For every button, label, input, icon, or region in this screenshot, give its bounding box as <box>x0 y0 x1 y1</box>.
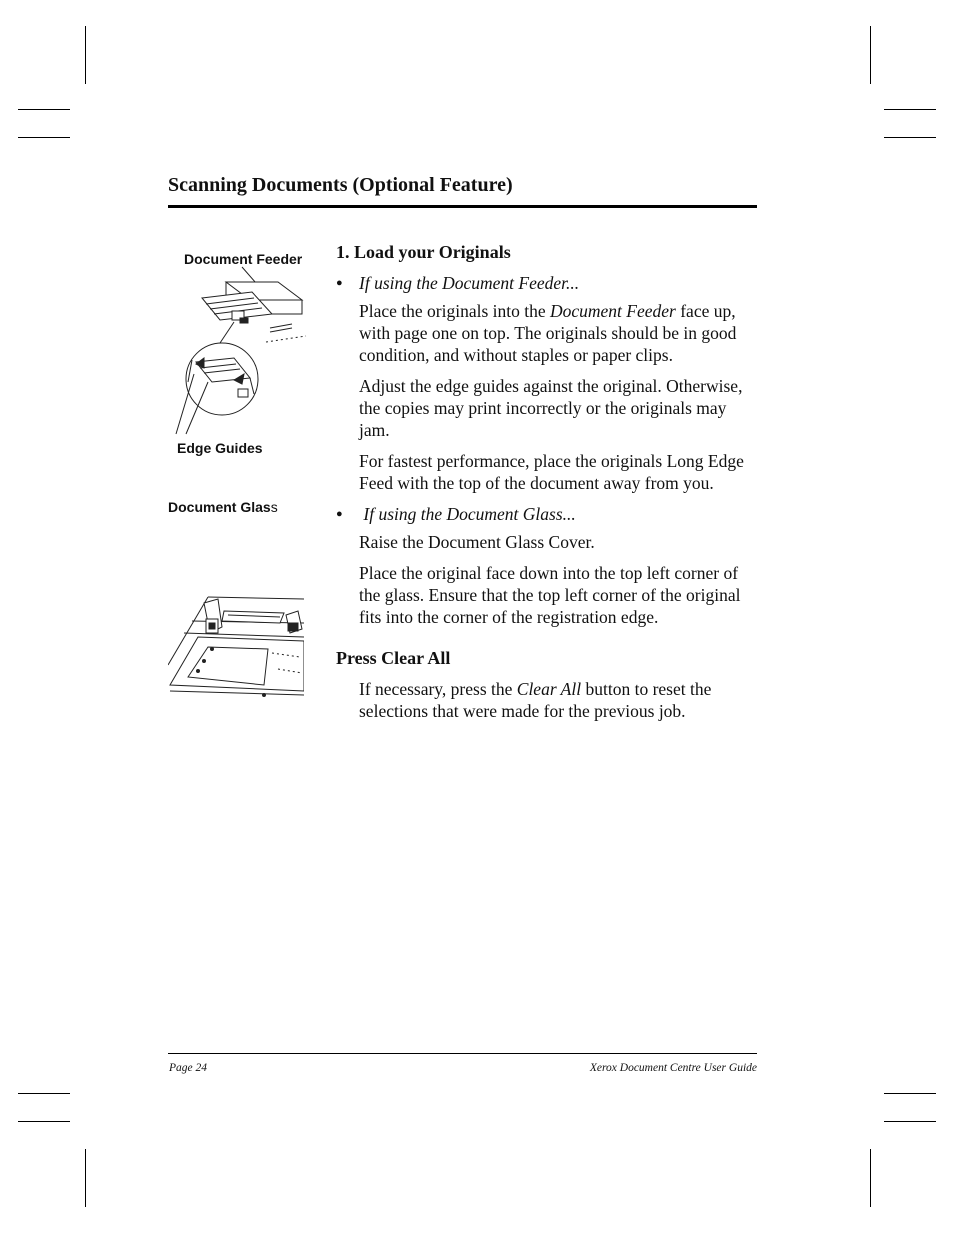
document-glass-label-tail: s <box>270 499 278 515</box>
clear-all-paragraph-end: button to reset the selections that were made for the previous job. <box>359 679 712 721</box>
crop-mark-top-left-horizontal-2 <box>18 137 70 138</box>
feeder-bullet <box>336 272 761 294</box>
crop-mark-top-right-horizontal-1 <box>884 109 936 110</box>
crop-mark-bottom-right-vertical <box>870 1149 871 1207</box>
feeder-paragraph-1-start: Place the originals into the <box>359 301 550 321</box>
clear-all-paragraph <box>359 678 761 722</box>
crop-mark-top-left-vertical <box>85 26 86 84</box>
crop-mark-bottom-left-horizontal-1 <box>18 1093 70 1094</box>
crop-mark-top-left-horizontal-1 <box>18 109 70 110</box>
document-feeder-label: Document Feeder <box>184 251 303 267</box>
document-feeder-illustration <box>174 262 314 440</box>
feeder-paragraph-1 <box>359 300 761 366</box>
footer-rule <box>168 1053 757 1054</box>
footer-page-number: Page 24 <box>169 1062 208 1074</box>
document-glass-illustration <box>168 593 304 697</box>
glass-paragraph-1: Raise the Document Glass Cover. <box>359 532 595 552</box>
document-glass-label <box>168 499 278 515</box>
clear-all-heading: Press Clear All <box>336 648 451 668</box>
feeder-paragraph-1-emphasis: Document Feeder <box>550 301 676 321</box>
title-rule <box>168 205 757 208</box>
page-title: Scanning Documents (Optional Feature) <box>168 174 513 196</box>
bullet-icon: ● <box>336 508 343 520</box>
footer-guide-title: Xerox Document Centre User Guide <box>589 1062 757 1074</box>
feeder-paragraph-1-end: face up, with page one on top. The originals should be in good condition, and without staples or paper clips. <box>359 301 737 365</box>
glass-paragraph-2: Place the original face down into the top left corner of the glass. Ensure that the top left corner of the original fits into the corner of the registration edge. <box>359 563 741 627</box>
crop-mark-bottom-left-horizontal-2 <box>18 1121 70 1122</box>
document-glass-label-main: Document Glas <box>168 499 271 515</box>
crop-mark-bottom-left-vertical <box>85 1149 86 1207</box>
feeder-paragraph-2: Adjust the edge guides against the original. Otherwise, the copies may print incorrectly or the originals may jam. <box>359 376 743 440</box>
content-column <box>336 241 761 731</box>
edge-guides-label: Edge Guides <box>177 440 263 456</box>
feeder-paragraph-3: For fastest performance, place the originals Long Edge Feed with the top of the document away from you. <box>359 451 744 493</box>
crop-mark-top-right-horizontal-2 <box>884 137 936 138</box>
crop-mark-top-right-vertical <box>870 26 871 84</box>
feeder-bullet-text: If using the Document Feeder... <box>359 273 580 293</box>
clear-all-emphasis: Clear All <box>516 679 582 699</box>
step-1-heading: 1. Load your Originals <box>336 242 511 262</box>
crop-mark-bottom-right-horizontal-1 <box>884 1093 936 1094</box>
glass-bullet <box>336 503 761 525</box>
glass-bullet-text: If using the Document Glass... <box>359 504 576 524</box>
bullet-icon: ● <box>336 277 343 289</box>
clear-all-paragraph-start: If necessary, press the <box>359 679 517 699</box>
crop-mark-bottom-right-horizontal-2 <box>884 1121 936 1122</box>
